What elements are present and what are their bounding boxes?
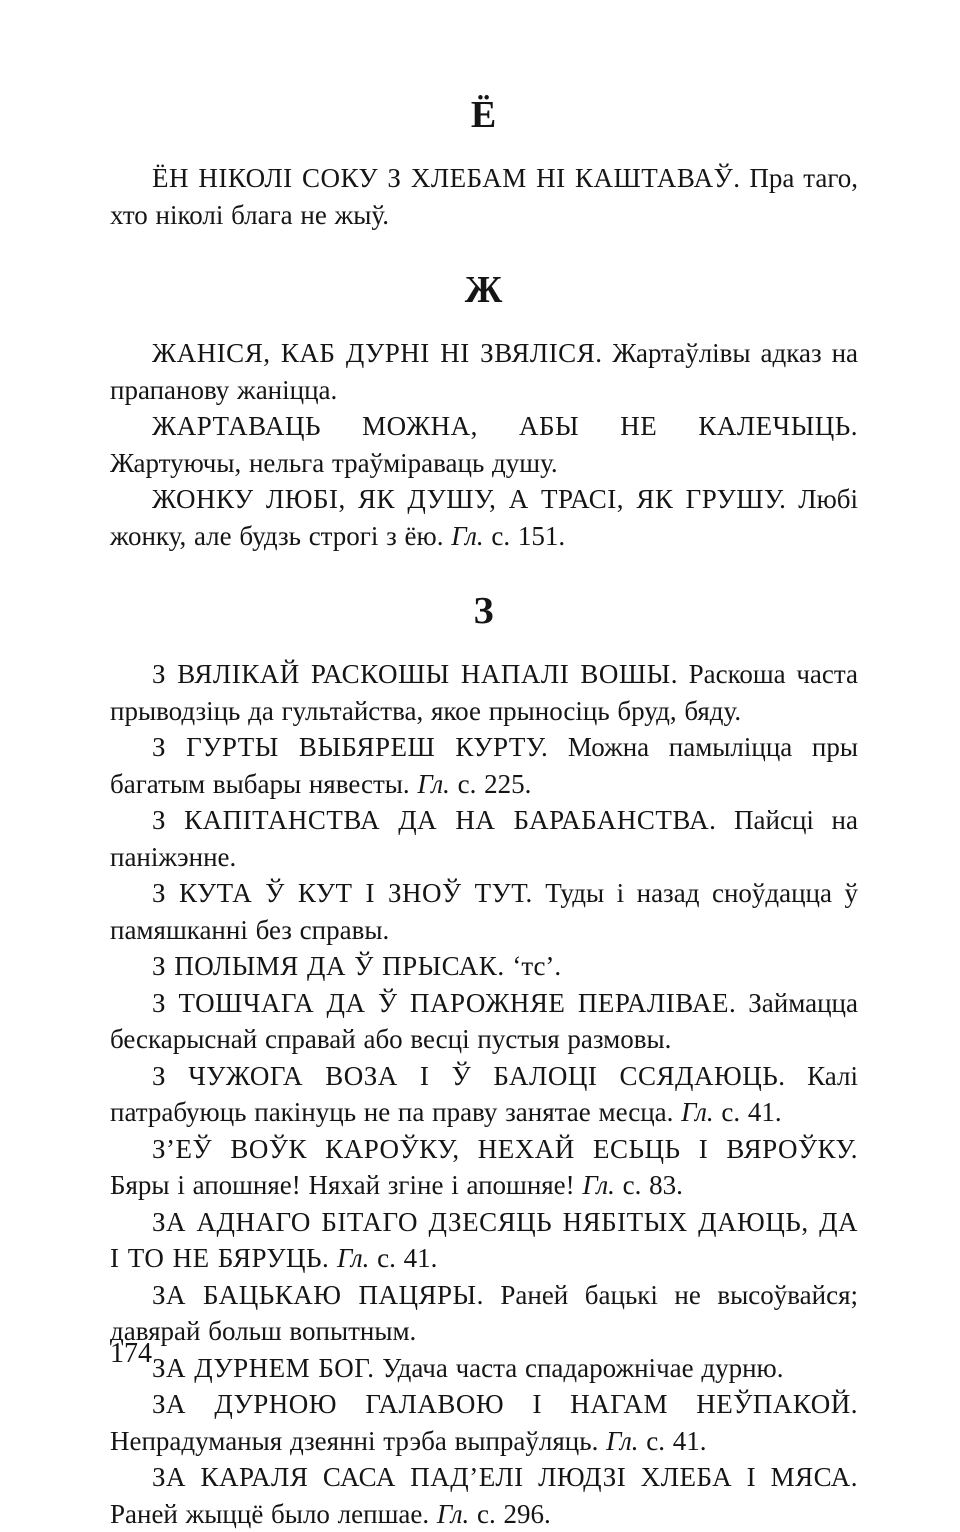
proverb-entry bbox=[110, 1350, 858, 1387]
entry-cross-reference-page: с. 83. bbox=[614, 1170, 683, 1200]
entry-cross-reference: Гл. bbox=[673, 1097, 714, 1127]
section-letter-heading: Ё bbox=[470, 94, 498, 136]
entry-headword: З ВЯЛІКАЙ РАСКОШЫ НАПАЛІ ВОШЫ. bbox=[152, 659, 678, 689]
proverb-entry bbox=[110, 481, 858, 554]
entry-definition: Жартуючы, нельга траўміраваць душу. bbox=[110, 447, 558, 478]
proverb-entry bbox=[110, 1131, 858, 1204]
entry-headword: З’ЕЎ ВОЎК КАРОЎКУ, НЕХАЙ ЕСЬЦЬ І ВЯРОЎКУ. bbox=[152, 1133, 858, 1164]
entry-headword: З ГУРТЫ ВЫБЯРЕШ КУРТУ. bbox=[152, 732, 549, 762]
entry-cross-reference: Гл. bbox=[574, 1170, 615, 1200]
entry-headword: З КУТА Ў КУТ І ЗНОЎ ТУТ. bbox=[152, 878, 533, 908]
proverb-entry bbox=[110, 1058, 858, 1131]
entry-definition: ‘тс’. bbox=[504, 951, 562, 981]
section-letter-heading: Ж bbox=[464, 269, 504, 311]
proverb-entry bbox=[110, 160, 858, 233]
entry-cross-reference-page: с. 41. bbox=[713, 1097, 782, 1127]
dictionary-sections bbox=[110, 94, 858, 1532]
entry-headword: ЗА АДНАГО БІТАГО ДЗЕСЯЦЬ НЯБІТЫХ ДАЮЦЬ, ДА І ТО НЕ БЯРУЦЬ. bbox=[110, 1206, 858, 1273]
entry-definition: Непрадуманыя дзеянні трэба выпраўляць. bbox=[110, 1425, 599, 1456]
entry-headword: ЗА ДУРНОЮ ГАЛАВОЮ І НАГАМ НЕЎПАКОЙ. bbox=[152, 1389, 858, 1419]
proverb-entry bbox=[110, 875, 858, 948]
entry-definition: Калі патрабуюць пакінуць не па праву занятае месца. bbox=[110, 1060, 858, 1127]
entry-cross-reference: Гл. bbox=[409, 768, 450, 799]
entry-definition: Можна памыліцца пры багатым выбары нявесты. bbox=[110, 732, 858, 799]
entry-headword: ЁН НІКОЛІ СОКУ З ХЛЕБАМ НІ КАШТАВАЎ. bbox=[152, 163, 741, 193]
page-number: 174 bbox=[110, 1338, 152, 1369]
proverb-entry bbox=[110, 985, 858, 1058]
entry-cross-reference-page: с. 151. bbox=[483, 520, 566, 551]
entry-definition: Удача часта спадарожнічае дурню. bbox=[374, 1352, 784, 1383]
entry-headword: ЗА БАЦЬКАЮ ПАЦЯРЫ. bbox=[152, 1279, 484, 1310]
entry-definition: Любі жонку, але будзь строгі з ёю. bbox=[110, 484, 858, 551]
proverb-entry bbox=[110, 729, 858, 802]
entry-definition: Раней бацькі не высоўвайся; давярай больш вопытным. bbox=[110, 1279, 858, 1346]
entry-headword: ЖОНКУ ЛЮБІ, ЯК ДУШУ, А ТРАСІ, ЯК ГРУШУ. bbox=[152, 484, 787, 514]
entry-cross-reference: Гл. bbox=[329, 1243, 370, 1273]
entry-definition: Займацца бескарыснай справай або весці пустыя размовы. bbox=[110, 987, 858, 1054]
proverb-entry bbox=[110, 408, 858, 481]
entry-cross-reference-page: с. 296. bbox=[469, 1498, 551, 1529]
proverb-entry bbox=[110, 1277, 858, 1350]
entry-cross-reference: Гл. bbox=[598, 1425, 639, 1456]
entry-cross-reference-page: с. 225. bbox=[449, 768, 532, 799]
entry-cross-reference-page: с. 41. bbox=[369, 1243, 438, 1273]
proverb-entry bbox=[110, 656, 858, 729]
section-letter-heading: З bbox=[473, 590, 495, 632]
entry-headword: З ПОЛЫМЯ ДА Ў ПРЫСАК. bbox=[152, 951, 505, 981]
proverb-entry bbox=[110, 335, 858, 408]
entry-definition: Пайсці на паніжэнне. bbox=[110, 805, 858, 872]
entry-headword: З ТОШЧАГА ДА Ў ПАРОЖНЯЕ ПЕРАЛІВАЕ. bbox=[152, 987, 737, 1018]
entry-cross-reference: Гл. bbox=[443, 520, 484, 551]
entry-cross-reference: Гл. bbox=[429, 1498, 470, 1529]
proverb-entry bbox=[110, 802, 858, 875]
proverb-entry bbox=[110, 948, 858, 985]
entry-headword: ЗА КАРАЛЯ САСА ПАД’ЕЛІ ЛЮДЗІ ХЛЕБА І МЯСА. bbox=[152, 1462, 858, 1492]
entry-headword: ЗА ДУРНЕМ БОГ. bbox=[152, 1352, 375, 1383]
entry-definition: Бяры і апошняе! Няхай згіне і апошняе! bbox=[110, 1170, 575, 1200]
proverb-entry bbox=[110, 1386, 858, 1459]
entry-headword: З КАПІТАНСТВА ДА НА БАРАБАНСТВА. bbox=[152, 805, 717, 835]
entry-headword: З ЧУЖОГА ВОЗА І Ў БАЛОЦІ ССЯДАЮЦЬ. bbox=[152, 1060, 786, 1091]
entry-definition: Туды і назад сноўдацца ў памяшканні без справы. bbox=[110, 878, 858, 945]
entry-definition: Раскоша часта прыводзіць да гультайства, якое прыносіць бруд, бяду. bbox=[110, 659, 858, 726]
entry-definition: Жартаўлівы адказ на прапанову жаніцца. bbox=[110, 338, 859, 405]
proverb-entry bbox=[110, 1459, 858, 1532]
proverb-entry bbox=[110, 1204, 858, 1277]
entry-cross-reference-page: с. 41. bbox=[638, 1425, 707, 1456]
entry-definition: Пра таго, хто ніколі блага не жыў. bbox=[110, 163, 859, 230]
entry-headword: ЖАНІСЯ, КАБ ДУРНІ НІ ЗВЯЛІСЯ. bbox=[152, 338, 603, 368]
entry-headword: ЖАРТАВАЦЬ МОЖНА, АБЫ НЕ КАЛЕЧЫЦЬ. bbox=[152, 411, 858, 441]
entry-definition: Раней жыццё было лепшае. bbox=[110, 1498, 430, 1529]
